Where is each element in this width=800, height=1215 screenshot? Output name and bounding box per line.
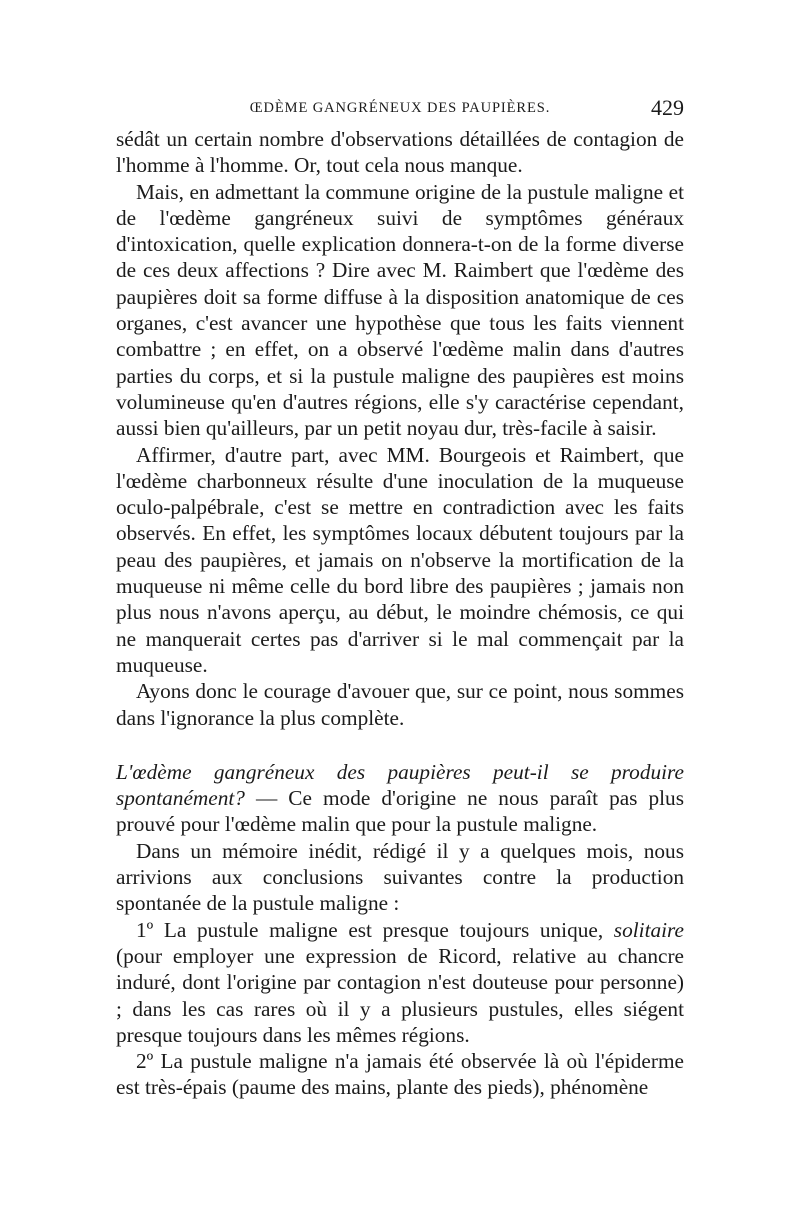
conclusion-1-italic: solitaire (613, 917, 684, 942)
conclusion-1-end: (pour employer une expression de Ricord, relative au chancre induré, dont l'origine par contagion n'est douteuse pour personne) ; dans les cas rares où il y a plusieurs pustules, elles siégent presque toujours dans les mêmes régions. (116, 943, 684, 1047)
paragraph-memoir: Dans un mémoire inédit, rédigé il y a quelques mois, nous arrivions aux conclusions suivantes contre la production spontanée de la pustule maligne : (116, 838, 684, 916)
section-spontaneous-origin (116, 759, 684, 838)
conclusion-1-start: 1º La pustule maligne est presque toujours unique, (136, 917, 614, 942)
paragraph-conclusion-2: 2º La pustule maligne n'a jamais été observée là où l'épiderme est très-épais (paume des mains, plante des pieds), phénomène (116, 1049, 684, 1100)
running-title: ŒDÈME GANGRÉNEUX DES PAUPIÈRES. (249, 100, 551, 116)
section-heading-italic: L'œdème gangréneux des paupières peut-il se produire spontanément? (116, 759, 684, 811)
page-number: 429 (651, 95, 684, 120)
running-head (116, 95, 684, 124)
paragraph-inoculation: Affirmer, d'autre part, avec MM. Bourgeois et Raimbert, que l'œdème charbonneux résulte d'une inoculation de la muqueuse oculo-palpébrale, c'est se mettre en contradiction avec les faits observés. En effet, les symptômes locaux débutent toujours par la peau des paupières, et jamais on n'observe la mortification de la muqueuse ni même celle du bord libre des paupières ; jamais non plus nous n'avons aperçu, au début, le moindre chémosis, ce qui ne manquerait certes pas d'arriver si le mal commençait par la muqueuse. (116, 442, 684, 677)
paragraph-ignorance: Ayons donc le courage d'avouer que, sur ce point, nous sommes dans l'ignorance la plus complète. (116, 679, 684, 730)
paragraph-conclusion-1 (116, 917, 684, 1048)
paragraph-common-origin: Mais, en admettant la commune origine de la pustule maligne et de l'œdème gangréneux suivi de symptômes généraux d'intoxication, quelle explication donnera-t-on de la forme diverse de ces deux affections ? Dire avec M. Raimbert que l'œdème des paupières doit sa forme diffuse à la disposition anatomique de ces organes, c'est avancer une hypothèse que tous les faits viennent combattre ; en effet, on a observé l'œdème malin dans d'autres parties du corps, et si la pustule maligne des paupières est moins volumineuse qu'en d'autres régions, elle s'y caractérise cependant, aussi bien qu'ailleurs, par un petit noyau dur, très-facile à saisir. (116, 179, 684, 441)
body-text (116, 126, 684, 1101)
paragraph-contagion: sédât un certain nombre d'observations détaillées de contagion de l'homme à l'homme. Or, tout cela nous manque. (116, 127, 684, 178)
section-heading-text: — Ce mode d'origine ne nous paraît pas plus prouvé pour l'œdème malin que pour la pustule maligne. (116, 786, 684, 837)
